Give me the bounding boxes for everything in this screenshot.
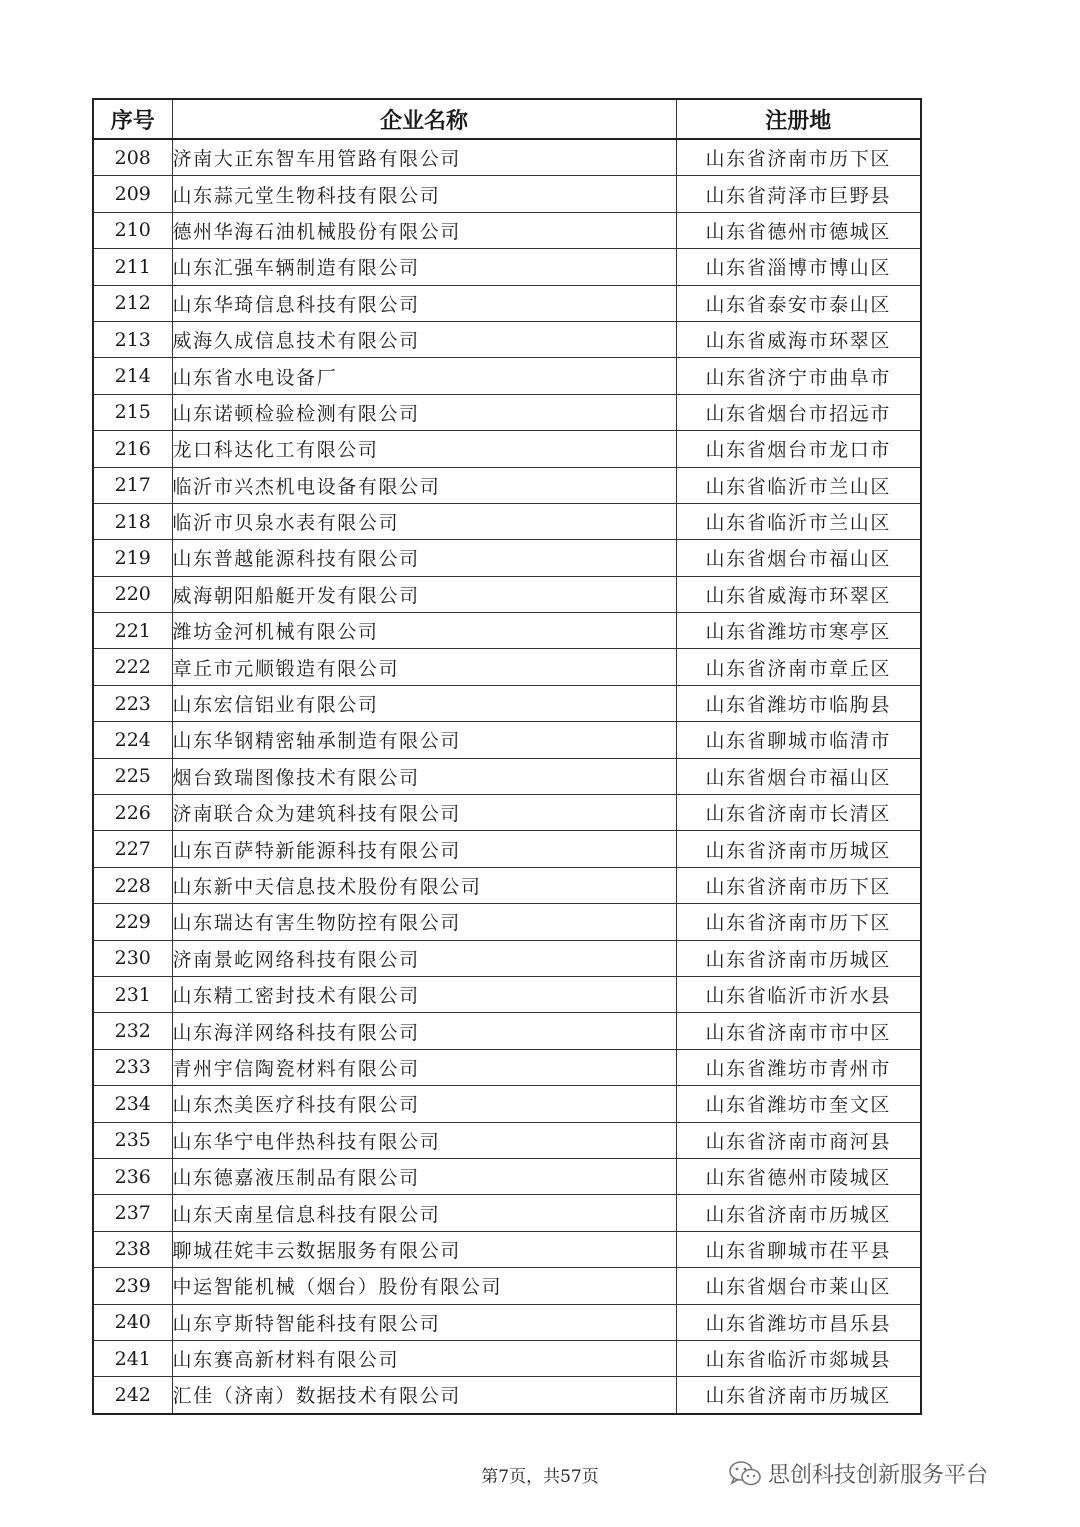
registration-place-cell: 山东省济南市市中区 <box>676 1013 921 1049</box>
serial-number-cell: 228 <box>93 867 172 903</box>
serial-number-cell: 241 <box>93 1340 172 1376</box>
table-row <box>93 1122 921 1158</box>
serial-number-cell: 216 <box>93 431 172 467</box>
registration-place-cell: 山东省济南市历下区 <box>676 139 921 176</box>
company-table <box>92 98 922 1415</box>
registration-place-cell: 山东省济南市历下区 <box>676 904 921 940</box>
company-name-cell: 聊城茌姹丰云数据服务有限公司 <box>172 1231 676 1267</box>
company-name-cell: 临沂市贝泉水表有限公司 <box>172 503 676 539</box>
table-row <box>93 576 921 612</box>
table-row <box>93 176 921 212</box>
serial-number-cell: 213 <box>93 321 172 357</box>
serial-number-cell: 211 <box>93 249 172 285</box>
company-name-cell: 山东亨斯特智能科技有限公司 <box>172 1304 676 1340</box>
serial-number-cell: 225 <box>93 758 172 794</box>
registration-place-cell: 山东省淄博市博山区 <box>676 249 921 285</box>
serial-number-cell: 212 <box>93 285 172 321</box>
table-row <box>93 685 921 721</box>
company-name-cell: 山东华宁电伴热科技有限公司 <box>172 1122 676 1158</box>
company-name-cell: 济南联合众为建筑科技有限公司 <box>172 795 676 831</box>
table-row <box>93 1268 921 1304</box>
table-row <box>93 649 921 685</box>
serial-number-cell: 236 <box>93 1158 172 1194</box>
table-row <box>93 321 921 357</box>
company-name-cell: 山东华琦信息科技有限公司 <box>172 285 676 321</box>
registration-place-cell: 山东省临沂市兰山区 <box>676 503 921 539</box>
table-row <box>93 1013 921 1049</box>
table-row <box>93 503 921 539</box>
serial-number-cell: 224 <box>93 722 172 758</box>
registration-place-cell: 山东省聊城市临清市 <box>676 722 921 758</box>
company-name-cell: 威海朝阳船艇开发有限公司 <box>172 576 676 612</box>
table-row <box>93 212 921 248</box>
page-number: 第7页，共57页 <box>481 1467 599 1487</box>
table-row <box>93 795 921 831</box>
company-name-cell: 龙口科达化工有限公司 <box>172 431 676 467</box>
company-name-cell: 山东诺顿检验检测有限公司 <box>172 394 676 430</box>
company-name-cell: 山东蒜元堂生物科技有限公司 <box>172 176 676 212</box>
company-name-cell: 青州宇信陶瓷材料有限公司 <box>172 1049 676 1085</box>
table-row <box>93 1049 921 1085</box>
table-row <box>93 867 921 903</box>
serial-number-cell: 235 <box>93 1122 172 1158</box>
registration-place-cell: 山东省烟台市龙口市 <box>676 431 921 467</box>
table-row <box>93 976 921 1012</box>
registration-place-cell: 山东省潍坊市奎文区 <box>676 1086 921 1122</box>
watermark-text: 思创科技创新服务平台 <box>768 1463 989 1488</box>
serial-number-cell: 240 <box>93 1304 172 1340</box>
serial-number-cell: 238 <box>93 1231 172 1267</box>
serial-number-cell: 234 <box>93 1086 172 1122</box>
table-row <box>93 831 921 867</box>
company-name-cell: 山东瑞达有害生物防控有限公司 <box>172 904 676 940</box>
table-row <box>93 358 921 394</box>
company-name-cell: 山东赛高新材料有限公司 <box>172 1340 676 1376</box>
table-row <box>93 722 921 758</box>
registration-place-cell: 山东省济南市历下区 <box>676 867 921 903</box>
company-name-cell: 山东杰美医疗科技有限公司 <box>172 1086 676 1122</box>
table-row <box>93 1304 921 1340</box>
serial-number-cell: 233 <box>93 1049 172 1085</box>
registration-place-cell: 山东省济南市历城区 <box>676 1195 921 1231</box>
serial-number-cell: 242 <box>93 1377 172 1414</box>
table-row <box>93 1340 921 1376</box>
company-name-cell: 中运智能机械（烟台）股份有限公司 <box>172 1268 676 1304</box>
serial-number-cell: 239 <box>93 1268 172 1304</box>
registration-place-cell: 山东省潍坊市昌乐县 <box>676 1304 921 1340</box>
company-name-cell: 山东新中天信息技术股份有限公司 <box>172 867 676 903</box>
serial-number-cell: 219 <box>93 540 172 576</box>
watermark <box>728 1458 988 1489</box>
registration-place-cell: 山东省潍坊市临朐县 <box>676 685 921 721</box>
wechat-icon <box>728 1460 762 1488</box>
registration-place-cell: 山东省济南市历城区 <box>676 831 921 867</box>
table-row <box>93 249 921 285</box>
table-row <box>93 431 921 467</box>
table-row <box>93 904 921 940</box>
table-row <box>93 467 921 503</box>
table-row <box>93 940 921 976</box>
company-name-cell: 山东省水电设备厂 <box>172 358 676 394</box>
registration-place-cell: 山东省烟台市福山区 <box>676 758 921 794</box>
serial-number-cell: 231 <box>93 976 172 1012</box>
serial-number-cell: 220 <box>93 576 172 612</box>
table-body <box>93 139 921 1414</box>
company-name-cell: 山东汇强车辆制造有限公司 <box>172 249 676 285</box>
company-name-cell: 德州华海石油机械股份有限公司 <box>172 212 676 248</box>
registration-place-cell: 山东省济南市商河县 <box>676 1122 921 1158</box>
table-row <box>93 1195 921 1231</box>
table-row <box>93 1377 921 1414</box>
registration-place-cell: 山东省烟台市莱山区 <box>676 1268 921 1304</box>
registration-place-cell: 山东省德州市德城区 <box>676 212 921 248</box>
registration-place-cell: 山东省德州市陵城区 <box>676 1158 921 1194</box>
table-row <box>93 1231 921 1267</box>
serial-number-cell: 215 <box>93 394 172 430</box>
table-row <box>93 285 921 321</box>
registration-place-cell: 山东省济南市章丘区 <box>676 649 921 685</box>
header-company-name: 企业名称 <box>172 99 676 139</box>
company-name-cell: 济南大正东智车用管路有限公司 <box>172 139 676 176</box>
company-name-cell: 山东海洋网络科技有限公司 <box>172 1013 676 1049</box>
registration-place-cell: 山东省烟台市福山区 <box>676 540 921 576</box>
serial-number-cell: 209 <box>93 176 172 212</box>
table-row <box>93 1158 921 1194</box>
header-serial-number: 序号 <box>93 99 172 139</box>
serial-number-cell: 218 <box>93 503 172 539</box>
serial-number-cell: 229 <box>93 904 172 940</box>
registration-place-cell: 山东省菏泽市巨野县 <box>676 176 921 212</box>
registration-place-cell: 山东省威海市环翠区 <box>676 321 921 357</box>
registration-place-cell: 山东省威海市环翠区 <box>676 576 921 612</box>
registration-place-cell: 山东省临沂市郯城县 <box>676 1340 921 1376</box>
table-header-row <box>93 99 921 139</box>
serial-number-cell: 223 <box>93 685 172 721</box>
header-registration-place: 注册地 <box>676 99 921 139</box>
registration-place-cell: 山东省济南市历城区 <box>676 940 921 976</box>
company-name-cell: 山东德嘉液压制品有限公司 <box>172 1158 676 1194</box>
company-name-cell: 烟台致瑞图像技术有限公司 <box>172 758 676 794</box>
serial-number-cell: 230 <box>93 940 172 976</box>
serial-number-cell: 222 <box>93 649 172 685</box>
table-row <box>93 758 921 794</box>
registration-place-cell: 山东省潍坊市寒亭区 <box>676 613 921 649</box>
company-name-cell: 章丘市元顺锻造有限公司 <box>172 649 676 685</box>
table-row <box>93 1086 921 1122</box>
table-row <box>93 139 921 176</box>
table-row <box>93 394 921 430</box>
table-row <box>93 613 921 649</box>
registration-place-cell: 山东省临沂市沂水县 <box>676 976 921 1012</box>
company-name-cell: 威海久成信息技术有限公司 <box>172 321 676 357</box>
serial-number-cell: 227 <box>93 831 172 867</box>
registration-place-cell: 山东省聊城市茌平县 <box>676 1231 921 1267</box>
registration-place-cell: 山东省济宁市曲阜市 <box>676 358 921 394</box>
registration-place-cell: 山东省济南市长清区 <box>676 795 921 831</box>
company-name-cell: 汇佳（济南）数据技术有限公司 <box>172 1377 676 1414</box>
company-name-cell: 临沂市兴杰机电设备有限公司 <box>172 467 676 503</box>
company-name-cell: 山东天南星信息科技有限公司 <box>172 1195 676 1231</box>
registration-place-cell: 山东省济南市历城区 <box>676 1377 921 1414</box>
registration-place-cell: 山东省潍坊市青州市 <box>676 1049 921 1085</box>
serial-number-cell: 226 <box>93 795 172 831</box>
serial-number-cell: 237 <box>93 1195 172 1231</box>
serial-number-cell: 214 <box>93 358 172 394</box>
registration-place-cell: 山东省临沂市兰山区 <box>676 467 921 503</box>
company-name-cell: 济南景屹网络科技有限公司 <box>172 940 676 976</box>
company-name-cell: 山东普越能源科技有限公司 <box>172 540 676 576</box>
registration-place-cell: 山东省烟台市招远市 <box>676 394 921 430</box>
company-name-cell: 潍坊金河机械有限公司 <box>172 613 676 649</box>
company-name-cell: 山东宏信铝业有限公司 <box>172 685 676 721</box>
serial-number-cell: 210 <box>93 212 172 248</box>
registration-place-cell: 山东省泰安市泰山区 <box>676 285 921 321</box>
serial-number-cell: 221 <box>93 613 172 649</box>
company-name-cell: 山东华钢精密轴承制造有限公司 <box>172 722 676 758</box>
serial-number-cell: 217 <box>93 467 172 503</box>
company-name-cell: 山东精工密封技术有限公司 <box>172 976 676 1012</box>
table-row <box>93 540 921 576</box>
company-name-cell: 山东百萨特新能源科技有限公司 <box>172 831 676 867</box>
serial-number-cell: 208 <box>93 139 172 176</box>
serial-number-cell: 232 <box>93 1013 172 1049</box>
